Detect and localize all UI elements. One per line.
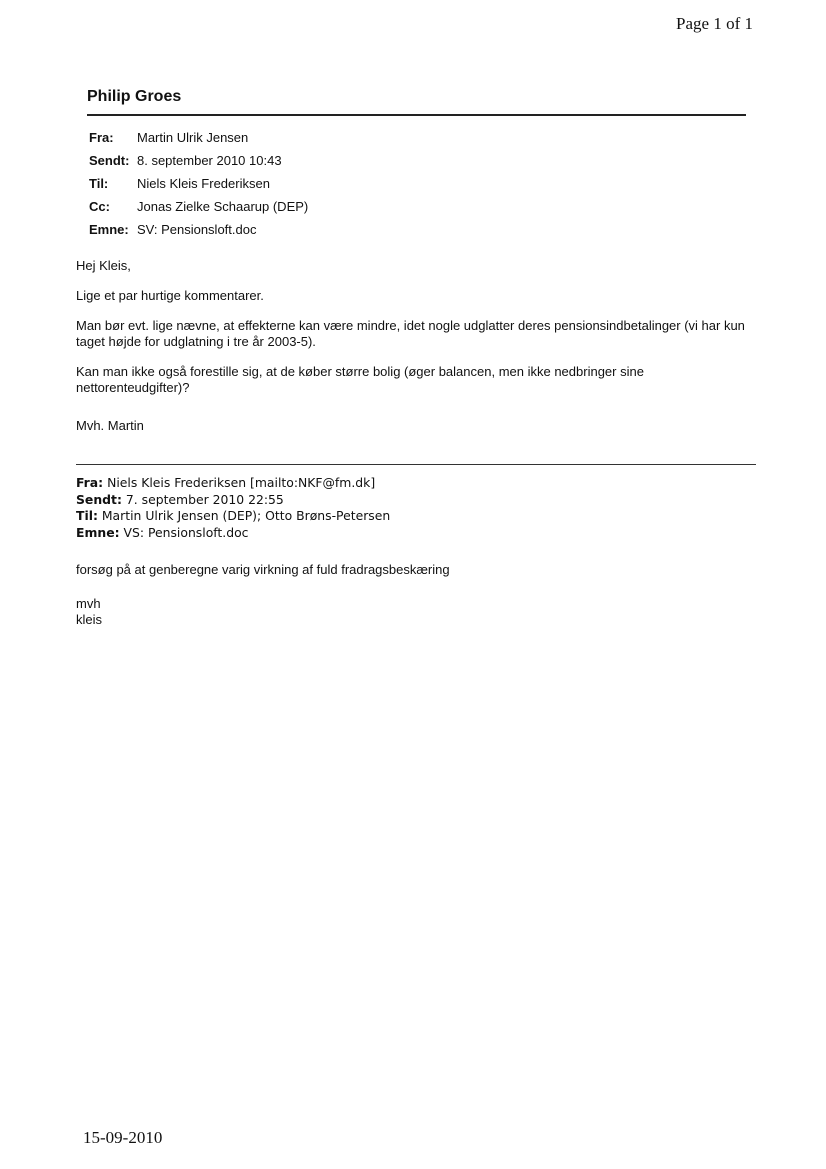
field-value: 7. september 2010 22:55 [125, 491, 284, 507]
email-header-fields [89, 126, 308, 241]
greeting: Hej Kleis, [76, 258, 131, 273]
fwd-field-sent [76, 492, 390, 509]
field-value: Niels Kleis Frederiksen [137, 176, 270, 191]
forwarded-header-fields [76, 475, 390, 541]
signoff-name: kleis [76, 612, 103, 627]
field-label: Til: [76, 508, 98, 523]
signoff: mvh [76, 596, 101, 611]
forward-divider [76, 464, 756, 465]
field-label: Fra: [89, 130, 114, 145]
field-value: VS: Pensionsloft.doc [123, 524, 249, 540]
field-cc [89, 195, 308, 218]
field-from [89, 126, 308, 149]
field-to [89, 172, 308, 195]
field-label: Sendt: [76, 491, 122, 507]
body-paragraph: Lige et par hurtige kommentarer. [76, 288, 264, 303]
field-value: Niels Kleis Frederiksen [mailto:NKF@fm.dk] [107, 475, 376, 490]
page-number: Page 1 of 1 [676, 14, 753, 33]
field-sent [89, 149, 308, 172]
field-subject [89, 218, 308, 241]
field-label: Emne: [89, 222, 129, 237]
field-label: Fra: [76, 475, 104, 490]
field-value: SV: Pensionsloft.doc [137, 222, 257, 237]
body-paragraph: forsøg på at genberegne varig virkning af fuld fradragsbeskæring [76, 562, 450, 577]
email-body [76, 258, 756, 448]
field-label: Sendt: [89, 153, 130, 168]
field-value: Jonas Zielke Schaarup (DEP) [137, 199, 309, 214]
footer-date: 15-09-2010 [83, 1128, 163, 1147]
field-value: 8. september 2010 10:43 [137, 153, 282, 168]
field-label: Til: [89, 176, 109, 191]
field-value: Martin Ulrik Jensen [137, 130, 249, 145]
field-value: Martin Ulrik Jensen (DEP); Otto Brøns-Petersen [101, 508, 391, 523]
signature: Mvh. Martin [76, 418, 144, 433]
field-label: Emne: [76, 524, 120, 540]
fwd-field-to [76, 508, 390, 525]
fwd-field-from [76, 475, 390, 492]
body-paragraph: Man bør evt. lige nævne, at effekterne kan være mindre, idet nogle udglatter deres pensionsindbetalinger (vi har kun taget højde for udglatning i tre år 2003-5). [76, 318, 745, 349]
sender-name: Philip Groes [87, 88, 182, 105]
body-paragraph: Kan man ikke også forestille sig, at de køber større bolig (øger balancen, men ikke nedbringer sine nettorenteudgifter)? [76, 364, 644, 395]
forwarded-body [76, 562, 756, 628]
fwd-field-subject [76, 525, 390, 542]
header-divider [87, 114, 746, 116]
field-label: Cc: [89, 199, 110, 214]
